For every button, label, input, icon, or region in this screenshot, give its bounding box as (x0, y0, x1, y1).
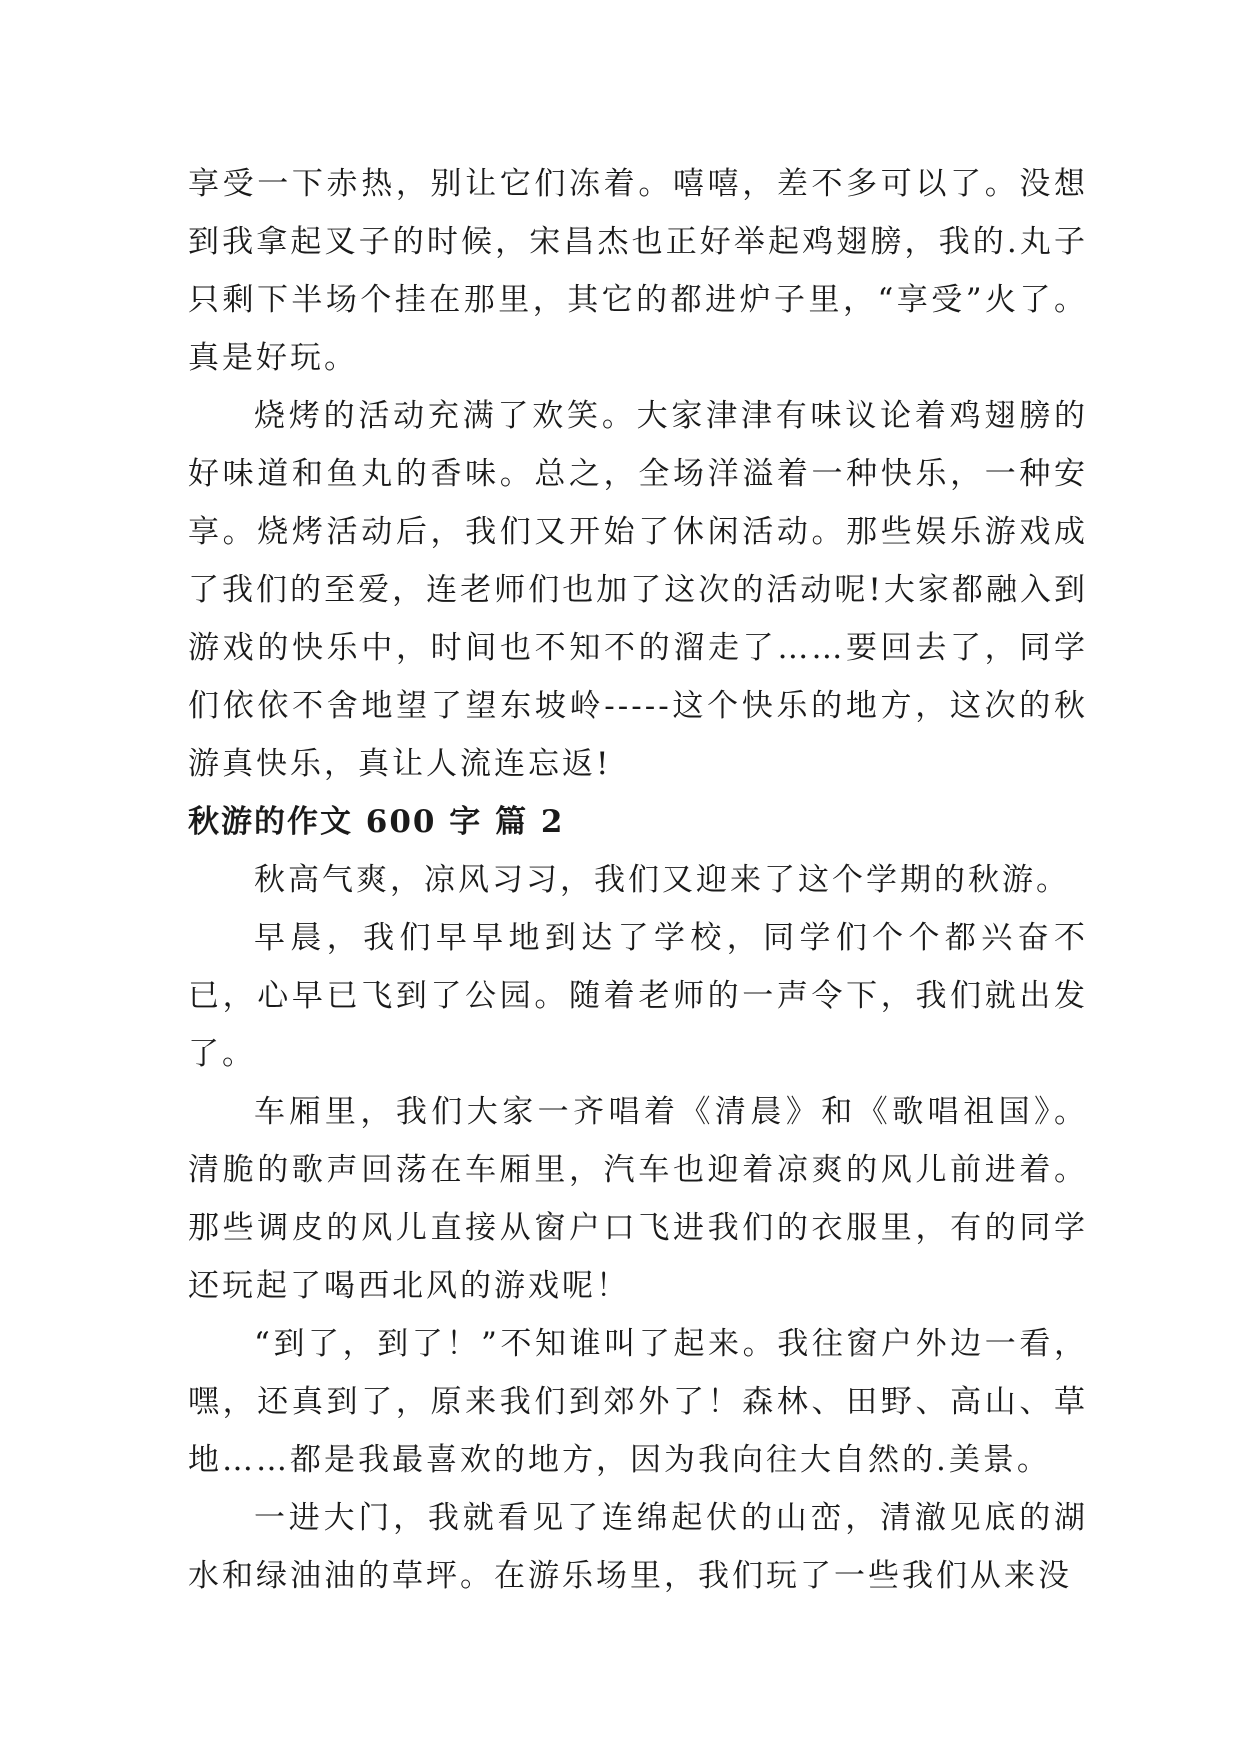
paragraph-2: 烧烤的活动充满了欢笑。大家津津有味议论着鸡翅膀的好味道和鱼丸的香味。总之，全场洋溢着一种快乐，一种安享。烧烤活动后，我们又开始了休闲活动。那些娱乐游戏成了我们的至爱，连老师们也加了这次的活动呢!大家都融入到游戏的快乐中，时间也不知不的溜走了……要回去了，同学们依依不舍地望了望东坡岭-----这个快乐的地方，这次的秋游真快乐，真让人流连忘返! (188, 398, 1088, 782)
paragraph-5: 车厢里，我们大家一齐唱着《清晨》和《歌唱祖国》。清脆的歌声回荡在车厢里，汽车也迎着凉爽的风儿前进着。那些调皮的风儿直接从窗户口飞进我们的衣服里，有的同学还玩起了喝西北风的游戏呢！ (188, 1094, 1088, 1304)
paragraph-1: 享受一下赤热，别让它们冻着。嘻嘻，差不多可以了。没想到我拿起叉子的时候，宋昌杰也正好举起鸡翅膀，我的.丸子只剩下半场个挂在那里，其它的都进炉子里，“享受”火了。真是好玩。 (188, 166, 1088, 376)
paragraph-6: “到了，到了！”不知谁叫了起来。我往窗户外边一看，嘿，还真到了，原来我们到郊外了！森林、田野、高山、草地……都是我最喜欢的地方，因为我向往大自然的.美景。 (188, 1326, 1088, 1478)
section-heading: 秋游的作文 600 字 篇 2 (188, 804, 565, 840)
paragraph-7: 一进大门，我就看见了连绵起伏的山峦，清澈见底的湖水和绿油油的草坪。在游乐场里，我们玩了一些我们从来没 (188, 1500, 1088, 1594)
paragraph-4: 早晨，我们早早地到达了学校，同学们个个都兴奋不已，心早已飞到了公园。随着老师的一声令下，我们就出发了。 (188, 920, 1088, 1072)
document-page (188, 155, 1088, 1605)
paragraph-3: 秋高气爽，凉风习习，我们又迎来了这个学期的秋游。 (254, 862, 1070, 898)
